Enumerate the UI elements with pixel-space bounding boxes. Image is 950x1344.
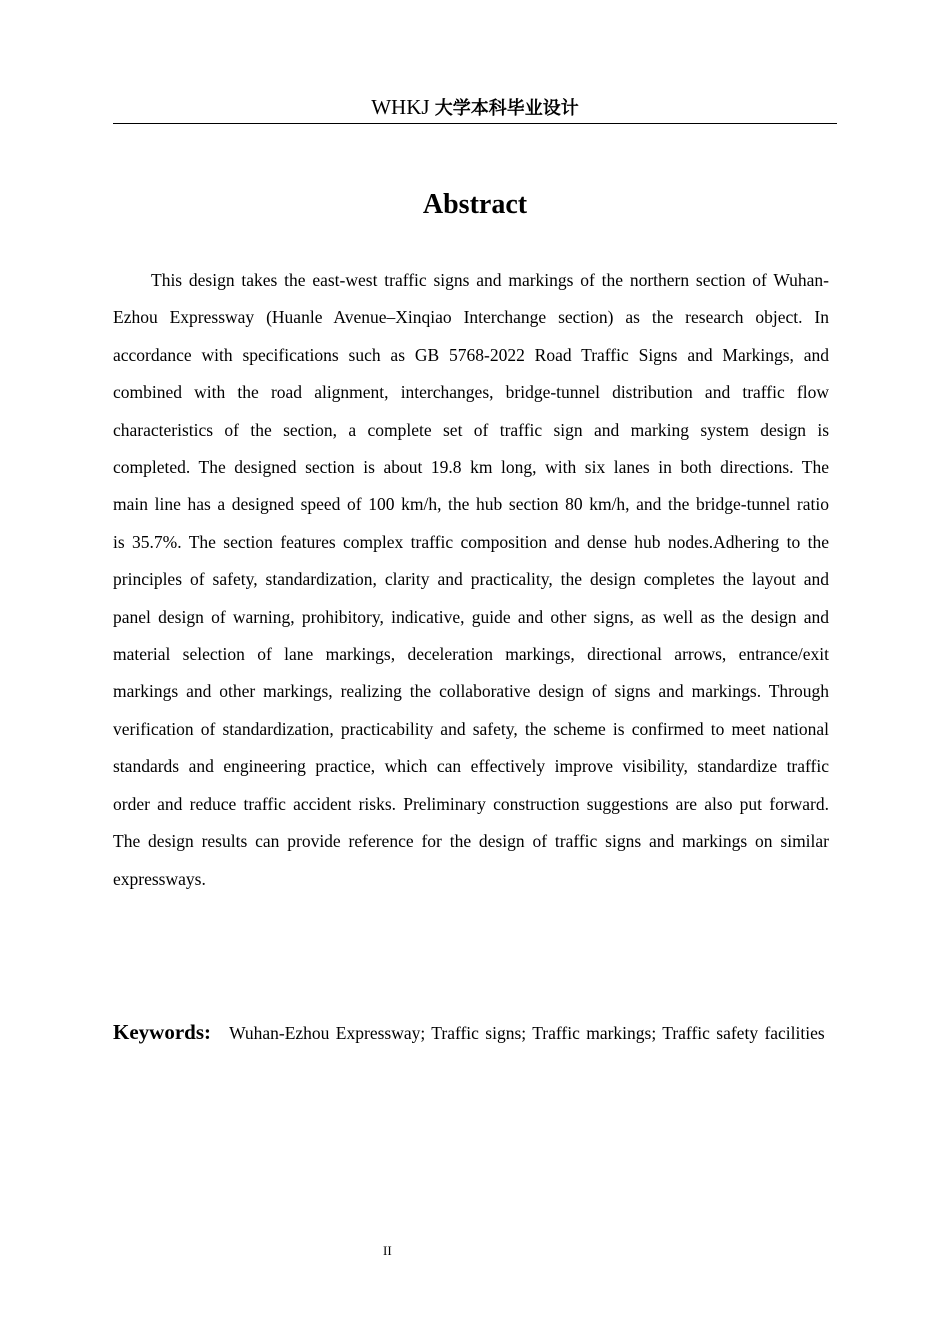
keywords-label: Keywords: (113, 1020, 211, 1044)
abstract-body: This design takes the east-west traffic signs and markings of the northern section of Wuhan-Ezhou Expressway (Huanle Avenue–Xinqiao Interchange section) as the research object. In accordance with specifications such as GB 5768-2022 Road Traffic Signs and Markings, and combined with the road alignment, interchanges, bridge-tunnel distribution and traffic flow characteristics of the section, a complete set of traffic sign and marking system design is completed. The designed section is about 19.8 km long, with six lanes in both directions. The main line has a designed speed of 100 km/h, the hub section 80 km/h, and the bridge-tunnel ratio is 35.7%. The section features complex traffic composition and dense hub nodes.Adhering to the principles of safety, standardization, clarity and practicality, the design completes the layout and panel design of warning, prohibitory, indicative, guide and other signs, as well as the design and material selection of lane markings, deceleration markings, directional arrows, entrance/exit markings and other markings, realizing the collaborative design of signs and markings. Through verification of standardization, practicability and safety, the scheme is confirmed to meet national standards and engineering practice, which can effectively improve visibility, standardize traffic order and reduce traffic accident risks. Preliminary construction suggestions are also put forward. The design results can provide reference for the design of traffic signs and markings on similar expressways. (113, 270, 829, 889)
page-number: II (383, 1243, 392, 1258)
keywords-text: Wuhan-Ezhou Expressway; Traffic signs; Traffic markings; Traffic safety facilities (229, 1023, 825, 1043)
page-header (113, 92, 837, 124)
abstract-title: Abstract (422, 189, 528, 220)
keywords-block (113, 1014, 829, 1052)
header-cjk: 大学本科毕业设计 (434, 98, 579, 119)
header-latin: WHKJ (371, 95, 430, 119)
